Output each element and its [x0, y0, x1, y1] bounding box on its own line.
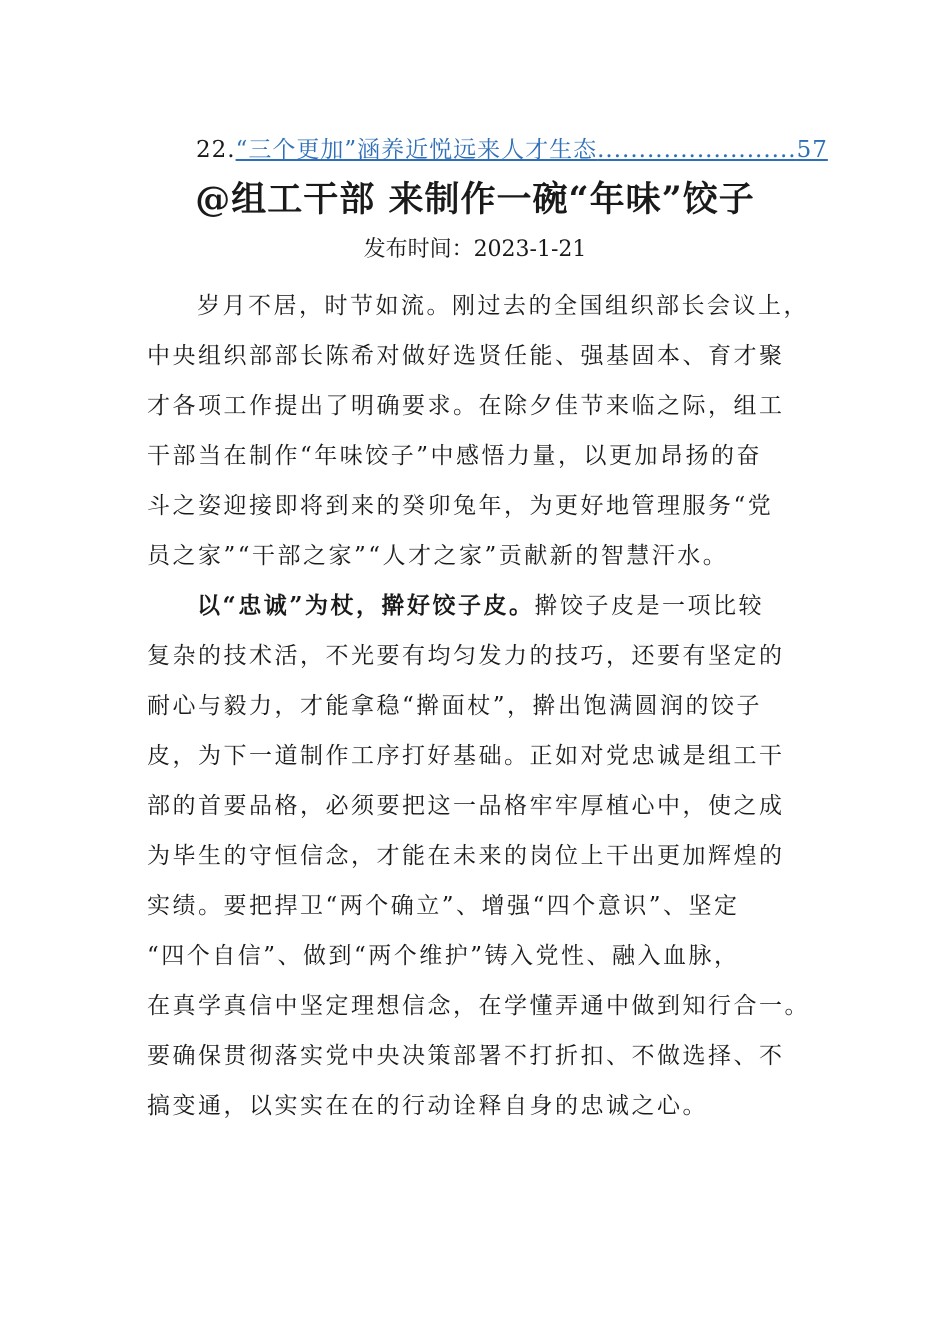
article-title: @组工干部 来制作一碗“年味”饺子: [195, 179, 755, 220]
paragraph-line: 中央组织部部长陈希对做好选贤任能、强基固本、育才聚: [147, 343, 785, 369]
paragraph-1: [147, 281, 809, 581]
paragraph-first-line: [147, 581, 797, 631]
toc-entry-link[interactable]: [236, 137, 828, 163]
paragraph-line: 皮，为下一道制作工序打好基础。正如对党忠诚是组工干: [147, 743, 785, 769]
section-lead-heading: 以“忠诚”为杖，擀好饺子皮。: [197, 592, 535, 619]
toc-entry[interactable]: [196, 134, 828, 166]
paragraph-line: 干部当在制作“年味饺子”中感悟力量，以更加昂扬的奋: [147, 443, 763, 469]
paragraph-line: 要确保贯彻落实党中央决策部署不打折扣、不做选择、不: [147, 1043, 785, 1069]
toc-entry-link-text[interactable]: “三个更加”涵养近悦远来人才生态: [235, 137, 598, 163]
paragraph-line: 搞变通，以实实在在的行动诠释自身的忠诚之心。: [147, 1093, 708, 1119]
paragraph-line-rest: 擀饺子皮是一项比较: [534, 593, 764, 619]
paragraph-line: “四个自信”、做到“两个维护”铸入党性、融入血脉，: [147, 943, 740, 969]
paragraph-line: 部的首要品格，必须要把这一品格牢牢厚植心中，使之成: [147, 793, 785, 819]
paragraph-line: 复杂的技术活，不光要有均匀发力的技巧，还要有坚定的: [147, 643, 785, 669]
paragraph-line: 岁月不居，时节如流。刚过去的全国组织部长会议上，: [197, 293, 809, 319]
paragraph-line: 在真学真信中坚定理想信念，在学懂弄通中做到知行合一。: [147, 993, 810, 1019]
paragraph-line: 斗之姿迎接即将到来的癸卯兔年，为更好地管理服务“党: [147, 493, 774, 519]
publish-date: 发布时间：2023-1-21: [363, 237, 587, 262]
paragraph-line: 实绩。要把捍卫“两个确立”、增强“四个意识”、坚定: [147, 893, 740, 919]
paragraph-line: 员之家”“干部之家”“人才之家”贡献新的智慧汗水。: [147, 543, 729, 569]
toc-entry-number: 22.: [196, 137, 236, 163]
paragraph-line: 为毕生的守恒信念，才能在未来的岗位上干出更加辉煌的: [147, 843, 785, 869]
toc-entry-dots[interactable]: ........................: [597, 137, 797, 163]
toc-entry-page[interactable]: 57: [796, 137, 828, 163]
paragraph-line: 耐心与毅力，才能拿稳“擀面杖”，擀出饱满圆润的饺子: [147, 693, 763, 719]
article-body: [147, 281, 810, 1131]
paragraph-2: [147, 581, 810, 1131]
paragraph-line: 才各项工作提出了明确要求。在除夕佳节来临之际，组工: [147, 393, 785, 419]
